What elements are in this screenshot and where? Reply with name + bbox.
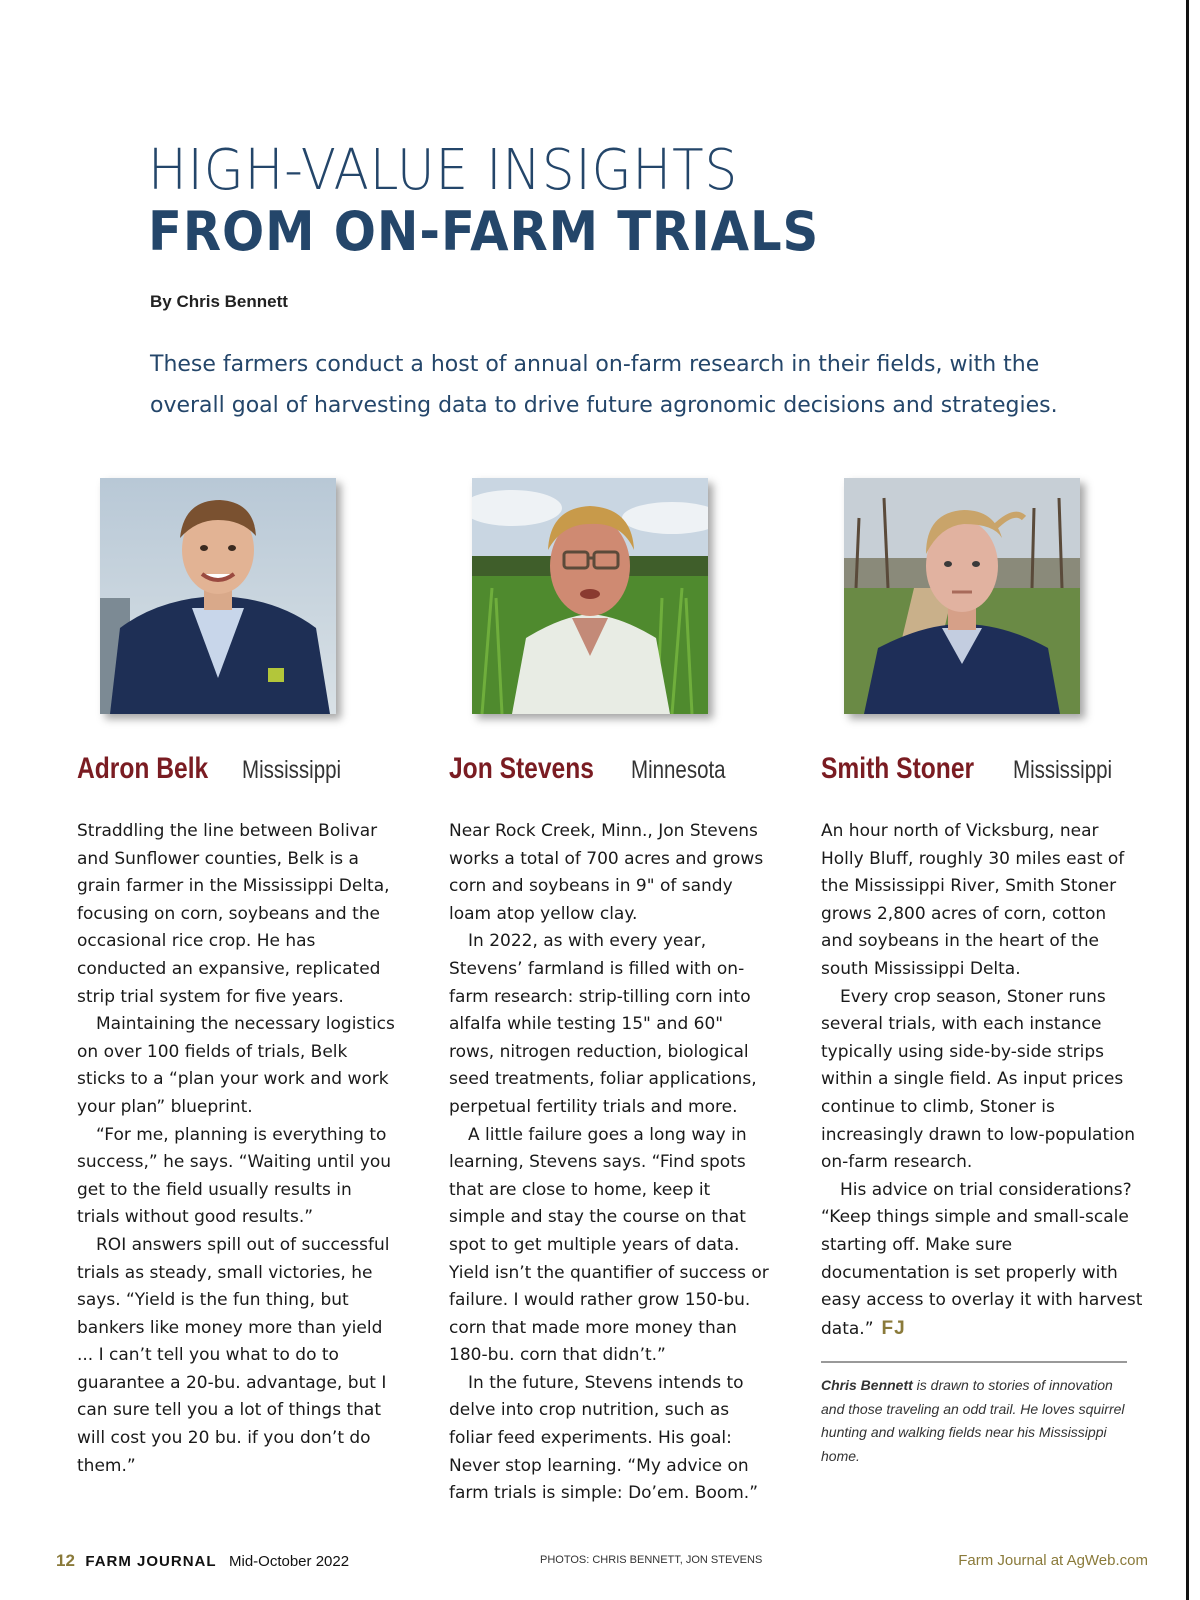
story-paragraph: Maintaining the necessary logistics on over 100 fields of trials, Belk sticks to a “plan your work and work your plan” blueprint. — [77, 1014, 395, 1117]
farmer-column-3 — [821, 752, 1143, 1343]
article-title — [148, 140, 878, 262]
footer-folio — [56, 1551, 349, 1571]
byline: By Chris Bennett — [150, 292, 288, 311]
farmer-heading — [449, 752, 771, 792]
story-paragraph: In the future, Stevens intends to delve into crop nutrition, such as foliar feed experiments. His goal: Never stop learning. “My advice on farm trials is simple: Do’em. Boom.” — [449, 1372, 759, 1504]
article-deck: These farmers conduct a host of annual on-farm research in their fields, with the overall goal of harvesting data to drive future agronomic decisions and strategies. — [150, 352, 1058, 418]
farmer-column-1 — [77, 752, 399, 1480]
farmer-heading — [77, 752, 399, 792]
footer-site: Farm Journal at AgWeb.com — [958, 1552, 1148, 1569]
farmer-column-2 — [449, 752, 771, 1508]
title-line-1: HIGH-VALUE INSIGHTS — [148, 138, 739, 203]
farmer-heading — [821, 752, 1143, 792]
story-paragraph-last — [821, 1177, 1143, 1344]
farmer-name: Smith Stoner — [821, 752, 975, 785]
farmer-state: Mississippi — [242, 756, 342, 784]
magazine-name: FARM JOURNAL — [85, 1553, 217, 1570]
story-paragraph: An hour north of Vicksburg, near Holly Bluff, roughly 30 miles east of the Mississippi River, Smith Stoner grows 2,800 acres of corn, cotton and soybeans in the heart of the south Mississippi Delta. — [821, 821, 1125, 979]
bio-divider — [821, 1361, 1127, 1363]
story-paragraph: Every crop season, Stoner runs several trials, with each instance typically using side-by-side strips within a single field. As input prices continue to climb, Stoner is increasingly drawn to low-population on-farm research. — [821, 986, 1136, 1173]
adron-belk-photo — [100, 478, 336, 714]
story-paragraph: A little failure goes a long way in learning, Stevens says. “Find spots that are close to home, keep it simple and stay the course on that spot to get multiple years of data. Yield isn’t the quantifier of success or failure. I would rather grow 150-bu. corn that made more money than 180-bu. corn that didn’t.” — [449, 1124, 769, 1366]
story-paragraph: ROI answers spill out of successful trials as steady, small victories, he says. “Yield is the fun thing, but bankers like money more than yield ... I can’t tell you what to do to guarantee a 20-bu. advantage, but I can sure tell you a lot of things that will cost you 20 bu. if you don’t do them.” — [77, 1234, 390, 1476]
author-bio — [821, 1374, 1127, 1468]
bio-text: is drawn to stories of innovation and those traveling an odd trail. He loves squirrel hunting and walking fields near his Mississippi home. — [821, 1377, 1125, 1464]
farmer-story — [449, 818, 771, 1508]
story-paragraph: In 2022, as with every year, Stevens’ farmland is filled with on-farm research: strip-tilling corn into alfalfa while testing 15" and 60" rows, nitrogen reduction, biological seed treatments, foliar applications, perpetual fertility trials and more. — [449, 931, 757, 1117]
farmer-state: Mississippi — [1012, 756, 1112, 784]
story-paragraph: Near Rock Creek, Minn., Jon Stevens works a total of 700 acres and grows corn and soybeans in 9" of sandy loam atop yellow clay. — [449, 821, 764, 924]
farmer-name: Jon Stevens — [449, 752, 594, 785]
bio-author-name: Chris Bennett — [821, 1377, 913, 1393]
page-number: 12 — [56, 1551, 75, 1570]
story-paragraph: His advice on trial considerations? “Keep things simple and small-scale starting off. Make sure documentation is set properly with easy access to overlay it with harvest data.” — [821, 1179, 1143, 1339]
page-edge-rule — [1186, 0, 1189, 1600]
photo-credit: PHOTOS: CHRIS BENNETT, JON STEVENS — [540, 1554, 763, 1566]
farmer-story — [77, 818, 399, 1480]
farmer-name: Adron Belk — [77, 752, 209, 785]
story-paragraph: Straddling the line between Bolivar and Sunflower counties, Belk is a grain farmer in the Mississippi Delta, focusing on corn, soybeans and the occasional rice crop. He has conducted an expansive, replicated strip trial system for five years. — [77, 821, 390, 1007]
story-paragraph: “For me, planning is everything to success,” he says. “Waiting until you get to the field usually results in trials without good results.” — [77, 1124, 392, 1228]
farmer-story — [821, 818, 1143, 1343]
title-line-2: FROM ON-FARM TRIALS — [148, 200, 820, 263]
end-mark: FJ — [881, 1317, 906, 1339]
issue-date: Mid-October 2022 — [229, 1553, 350, 1570]
smith-stoner-photo — [844, 478, 1080, 714]
jon-stevens-photo — [472, 478, 708, 714]
farmer-state: Minnesota — [630, 756, 726, 784]
